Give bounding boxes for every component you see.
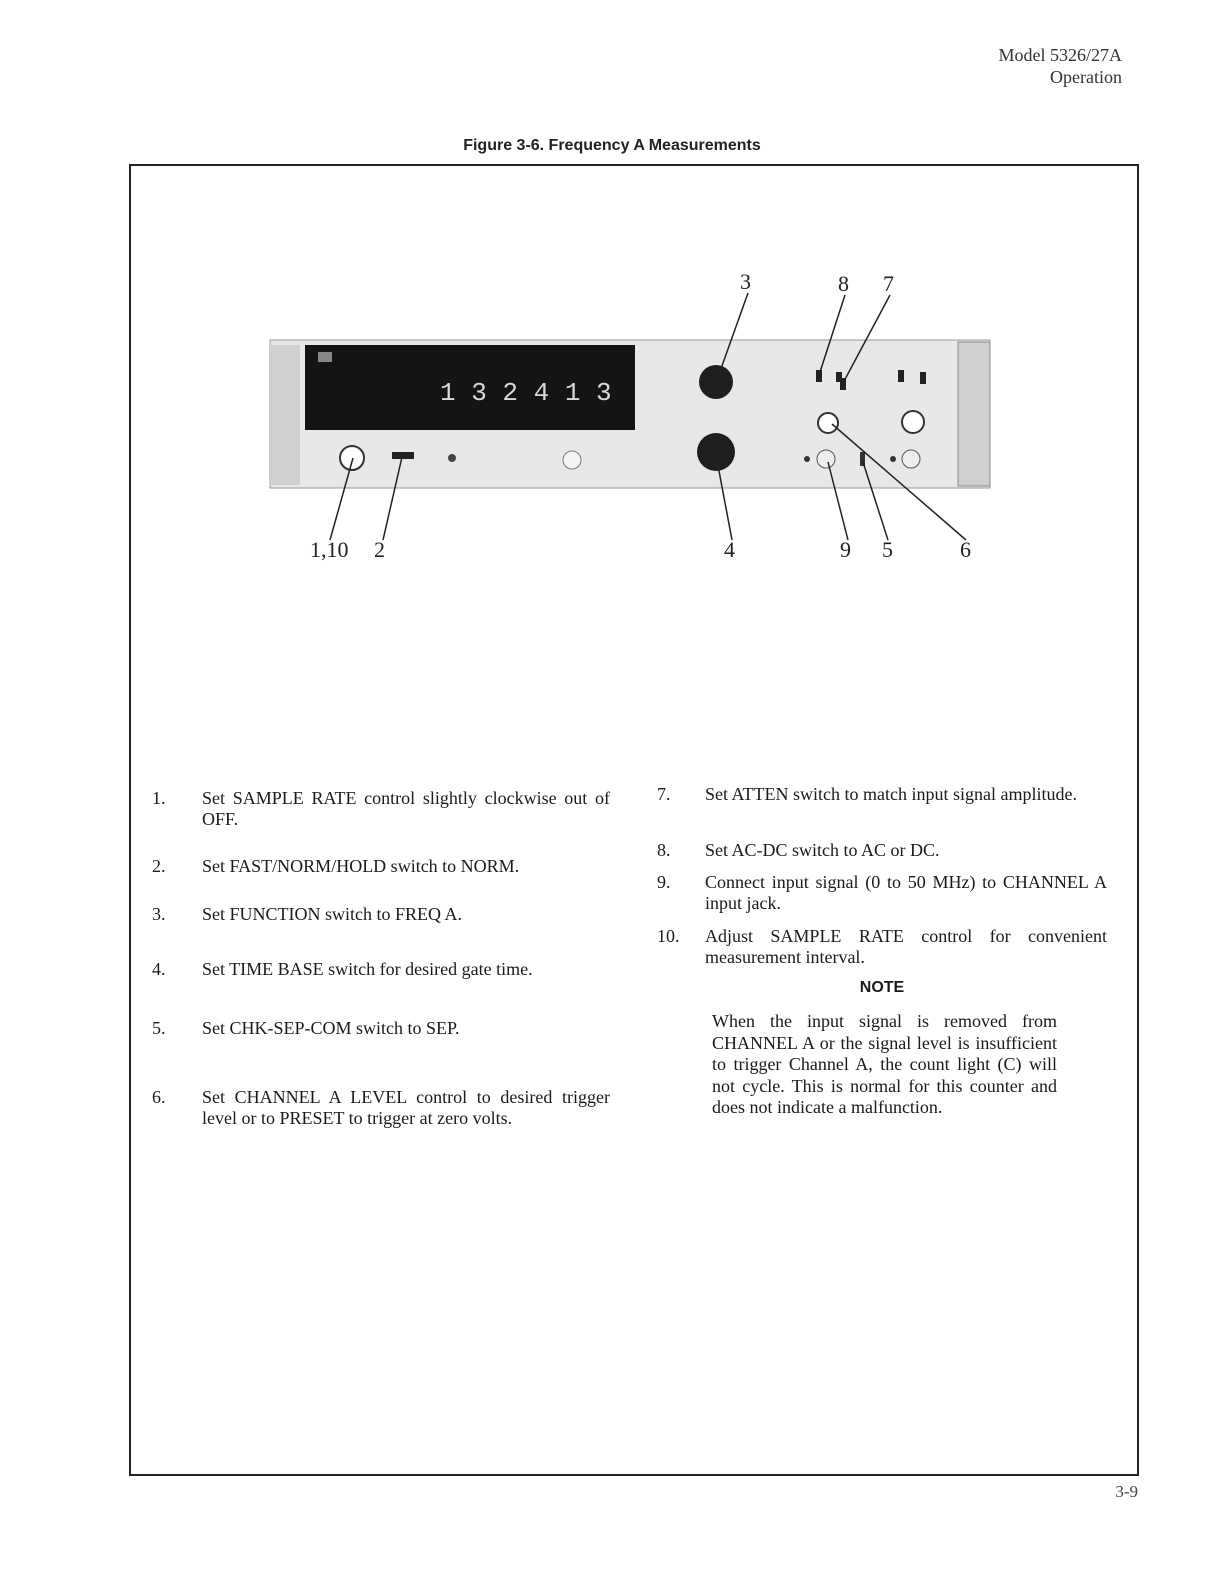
channel-b-input-jack	[902, 450, 920, 468]
right-handle	[958, 342, 990, 486]
callout-3: 3	[740, 269, 751, 294]
callout-9: 9	[840, 537, 851, 562]
callout-6: 6	[960, 537, 971, 562]
step-number: 9.	[657, 872, 671, 892]
step-text: Adjust SAMPLE RATE control for convenient measurement interval.	[705, 926, 1107, 967]
step-number: 10.	[657, 926, 680, 946]
step-number: 2.	[152, 856, 166, 876]
step-text: Connect input signal (0 to 50 MHz) to CHANNEL A input jack.	[705, 872, 1107, 913]
instrument-illustration	[0, 0, 1224, 700]
step-number: 3.	[152, 904, 166, 924]
callout-5: 5	[882, 537, 893, 562]
callout-1-10: 1,10	[310, 537, 349, 562]
channel-a-level-knob	[818, 413, 838, 433]
sample-rate-knob	[340, 446, 364, 470]
step-number: 5.	[152, 1018, 166, 1038]
channel-a-indicator	[804, 456, 810, 462]
note-text: When the input signal is removed from CHANNEL A or the signal level is insufficient to trigger Channel A, the count light (C) will not cycle. This is normal for this counter and does not indicate a malfunction.	[712, 1011, 1057, 1117]
channel-b-indicator	[890, 456, 896, 462]
fast-norm-hold-switch	[392, 452, 414, 459]
chan-b-switch-2	[920, 372, 926, 384]
step-number: 1.	[152, 788, 166, 808]
model-label: Model 5326/27A	[998, 45, 1122, 65]
input-c-knob	[563, 451, 581, 469]
chan-a-switch-1	[816, 370, 822, 382]
function-knob	[699, 365, 733, 399]
time-base-knob	[697, 433, 735, 471]
step-number: 6.	[152, 1087, 166, 1107]
section-label: Operation	[1050, 67, 1122, 87]
channel-a-input-jack	[817, 450, 835, 468]
left-handle	[270, 345, 300, 485]
step-text: Set ATTEN switch to match input signal amplitude.	[705, 784, 1077, 804]
callout-7: 7	[883, 271, 894, 296]
step-text: Set CHK-SEP-COM switch to SEP.	[202, 1018, 460, 1038]
chan-b-switch-1	[898, 370, 904, 382]
figure-title: Figure 3-6. Frequency A Measurements	[463, 137, 761, 154]
step-number: 8.	[657, 840, 671, 860]
step-text: Set FAST/NORM/HOLD switch to NORM.	[202, 856, 520, 876]
step-text: Set TIME BASE switch for desired gate time.	[202, 959, 533, 979]
callout-8: 8	[838, 271, 849, 296]
step-text: Set CHANNEL A LEVEL control to desired trigger level or to PRESET to trigger at zero volts.	[202, 1087, 610, 1128]
note-title: NOTE	[859, 979, 905, 996]
hp-logo-icon	[318, 352, 332, 362]
step-text: Set AC-DC switch to AC or DC.	[705, 840, 940, 860]
page-number: 3-9	[1115, 1482, 1138, 1501]
reset-button-icon	[448, 454, 456, 462]
step-text: Set FUNCTION switch to FREQ A.	[202, 904, 463, 924]
callout-4: 4	[724, 537, 735, 562]
display-reading: 1 3 2 4 1 3	[440, 378, 612, 408]
step-text: Set SAMPLE RATE control slightly clockwise out of OFF.	[202, 788, 610, 829]
channel-b-level-knob	[902, 411, 924, 433]
step-number: 7.	[657, 784, 671, 804]
callout-2: 2	[374, 537, 385, 562]
step-number: 4.	[152, 959, 166, 979]
